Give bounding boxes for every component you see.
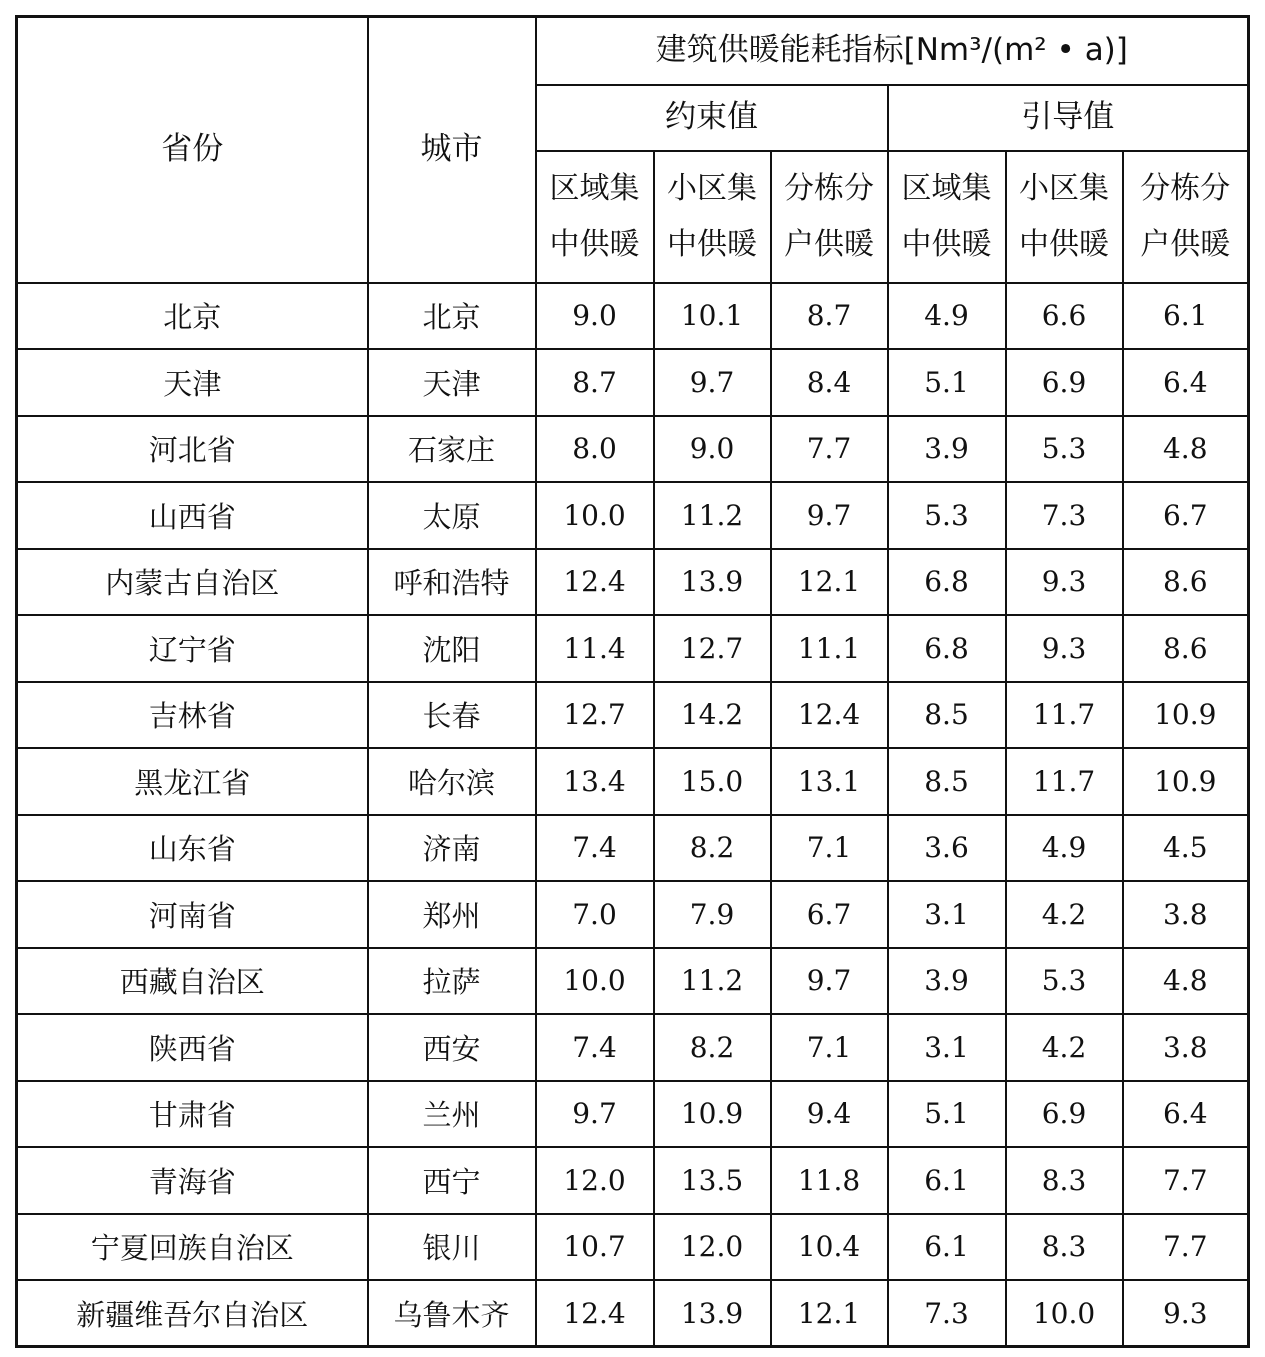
table-row: [17, 682, 1249, 749]
header-line: 分栋分: [1140, 170, 1231, 206]
value-cell: 8.0: [536, 416, 654, 483]
city-cell: 太原: [368, 482, 536, 549]
value-cell: 6.4: [1123, 1081, 1249, 1148]
value-cell: 5.3: [1006, 416, 1123, 483]
value-cell: 6.1: [888, 1214, 1006, 1281]
value-cell: 6.7: [771, 881, 888, 948]
value-cell: 6.1: [1123, 283, 1249, 350]
value-cell: 13.9: [654, 549, 771, 616]
value-cell: 8.6: [1123, 615, 1249, 682]
table-header: [17, 17, 1249, 283]
value-cell: 10.4: [771, 1214, 888, 1281]
value-cell: 7.7: [771, 416, 888, 483]
value-cell: 3.1: [888, 1014, 1006, 1081]
value-cell: 10.1: [654, 283, 771, 350]
table-row: [17, 1147, 1249, 1214]
value-cell: 8.2: [654, 1014, 771, 1081]
value-cell: 4.2: [1006, 881, 1123, 948]
header-guidance-district-central: [888, 151, 1006, 283]
value-cell: 3.9: [888, 416, 1006, 483]
province-cell: 甘肃省: [17, 1081, 368, 1148]
value-cell: 14.2: [654, 682, 771, 749]
value-cell: 5.1: [888, 1081, 1006, 1148]
value-cell: 9.4: [771, 1081, 888, 1148]
province-cell: 吉林省: [17, 682, 368, 749]
value-cell: 7.0: [536, 881, 654, 948]
value-cell: 3.8: [1123, 881, 1249, 948]
value-cell: 8.5: [888, 748, 1006, 815]
value-cell: 8.7: [771, 283, 888, 350]
table-row: [17, 482, 1249, 549]
header-constraint-household-individual: [771, 151, 888, 283]
province-cell: 山东省: [17, 815, 368, 882]
value-cell: 8.6: [1123, 549, 1249, 616]
city-cell: 呼和浩特: [368, 549, 536, 616]
value-cell: 7.3: [1006, 482, 1123, 549]
value-cell: 6.7: [1123, 482, 1249, 549]
value-cell: 8.3: [1006, 1214, 1123, 1281]
province-cell: 山西省: [17, 482, 368, 549]
value-cell: 4.8: [1123, 416, 1249, 483]
value-cell: 7.4: [536, 1014, 654, 1081]
value-cell: 12.0: [536, 1147, 654, 1214]
value-cell: 12.7: [536, 682, 654, 749]
header-line: 区域集: [549, 170, 640, 206]
table-body: [17, 283, 1249, 1347]
header-constraint-community-central: [654, 151, 771, 283]
value-cell: 4.2: [1006, 1014, 1123, 1081]
city-cell: 石家庄: [368, 416, 536, 483]
city-cell: 沈阳: [368, 615, 536, 682]
value-cell: 9.0: [654, 416, 771, 483]
header-province: 省份: [17, 17, 368, 283]
value-cell: 10.9: [1123, 682, 1249, 749]
province-cell: 西藏自治区: [17, 948, 368, 1015]
value-cell: 3.9: [888, 948, 1006, 1015]
table-row: [17, 349, 1249, 416]
city-cell: 郑州: [368, 881, 536, 948]
value-cell: 6.9: [1006, 349, 1123, 416]
header-line: 中供暖: [549, 226, 640, 262]
value-cell: 5.1: [888, 349, 1006, 416]
header-line: 户供暖: [1140, 226, 1231, 262]
value-cell: 10.0: [536, 948, 654, 1015]
value-cell: 10.0: [536, 482, 654, 549]
value-cell: 5.3: [888, 482, 1006, 549]
value-cell: 13.4: [536, 748, 654, 815]
value-cell: 8.7: [536, 349, 654, 416]
value-cell: 3.8: [1123, 1014, 1249, 1081]
value-cell: 11.2: [654, 482, 771, 549]
value-cell: 9.3: [1006, 615, 1123, 682]
table-row: [17, 881, 1249, 948]
header-constraint-district-central: [536, 151, 654, 283]
header-line: 中供暖: [901, 226, 992, 262]
value-cell: 12.4: [771, 682, 888, 749]
value-cell: 9.3: [1006, 549, 1123, 616]
value-cell: 4.5: [1123, 815, 1249, 882]
header-guidance-community-central: [1006, 151, 1123, 283]
value-cell: 12.4: [536, 549, 654, 616]
value-cell: 12.4: [536, 1280, 654, 1347]
value-cell: 11.4: [536, 615, 654, 682]
value-cell: 7.7: [1123, 1214, 1249, 1281]
header-line: 小区集: [1019, 170, 1109, 206]
city-cell: 拉萨: [368, 948, 536, 1015]
city-cell: 西安: [368, 1014, 536, 1081]
header-constraint-value: 约束值: [536, 85, 888, 151]
table-row: [17, 416, 1249, 483]
value-cell: 12.1: [771, 549, 888, 616]
value-cell: 6.8: [888, 549, 1006, 616]
header-energy-index: 建筑供暖能耗指标[Nm³/(m² • a)]: [536, 17, 1249, 85]
value-cell: 9.0: [536, 283, 654, 350]
province-cell: 内蒙古自治区: [17, 549, 368, 616]
province-cell: 宁夏回族自治区: [17, 1214, 368, 1281]
value-cell: 12.1: [771, 1280, 888, 1347]
province-cell: 辽宁省: [17, 615, 368, 682]
header-line: 分栋分: [784, 170, 874, 206]
value-cell: 9.7: [771, 948, 888, 1015]
value-cell: 4.9: [1006, 815, 1123, 882]
value-cell: 9.7: [771, 482, 888, 549]
value-cell: 7.7: [1123, 1147, 1249, 1214]
province-cell: 青海省: [17, 1147, 368, 1214]
value-cell: 6.9: [1006, 1081, 1123, 1148]
city-cell: 北京: [368, 283, 536, 350]
value-cell: 6.1: [888, 1147, 1006, 1214]
value-cell: 3.6: [888, 815, 1006, 882]
value-cell: 7.9: [654, 881, 771, 948]
value-cell: 12.7: [654, 615, 771, 682]
value-cell: 10.7: [536, 1214, 654, 1281]
header-guidance-household-individual: [1123, 151, 1249, 283]
table-row: [17, 615, 1249, 682]
value-cell: 11.1: [771, 615, 888, 682]
value-cell: 11.8: [771, 1147, 888, 1214]
city-cell: 哈尔滨: [368, 748, 536, 815]
value-cell: 13.5: [654, 1147, 771, 1214]
city-cell: 济南: [368, 815, 536, 882]
value-cell: 6.6: [1006, 283, 1123, 350]
header-city: 城市: [368, 17, 536, 283]
value-cell: 11.7: [1006, 682, 1123, 749]
header-guidance-value: 引导值: [888, 85, 1249, 151]
province-cell: 河南省: [17, 881, 368, 948]
header-line: 户供暖: [784, 226, 874, 262]
value-cell: 15.0: [654, 748, 771, 815]
city-cell: 西宁: [368, 1147, 536, 1214]
value-cell: 13.9: [654, 1280, 771, 1347]
province-cell: 陕西省: [17, 1014, 368, 1081]
province-cell: 新疆维吾尔自治区: [17, 1280, 368, 1347]
value-cell: 6.8: [888, 615, 1006, 682]
table-row: [17, 815, 1249, 882]
city-cell: 长春: [368, 682, 536, 749]
heating-energy-table: [15, 15, 1250, 1348]
table-row: [17, 1214, 1249, 1281]
header-line: 中供暖: [667, 226, 757, 262]
value-cell: 8.5: [888, 682, 1006, 749]
table-row: [17, 549, 1249, 616]
table-row: [17, 1081, 1249, 1148]
header-line: 中供暖: [1019, 226, 1109, 262]
city-cell: 银川: [368, 1214, 536, 1281]
value-cell: 7.1: [771, 815, 888, 882]
header-line: 区域集: [901, 170, 992, 206]
city-cell: 乌鲁木齐: [368, 1280, 536, 1347]
value-cell: 7.1: [771, 1014, 888, 1081]
value-cell: 10.0: [1006, 1280, 1123, 1347]
table-row: [17, 1014, 1249, 1081]
table-row: [17, 948, 1249, 1015]
value-cell: 10.9: [654, 1081, 771, 1148]
province-cell: 天津: [17, 349, 368, 416]
value-cell: 4.8: [1123, 948, 1249, 1015]
value-cell: 4.9: [888, 283, 1006, 350]
value-cell: 6.4: [1123, 349, 1249, 416]
header-line: 小区集: [667, 170, 757, 206]
city-cell: 天津: [368, 349, 536, 416]
value-cell: 13.1: [771, 748, 888, 815]
table-row: [17, 283, 1249, 350]
value-cell: 9.7: [536, 1081, 654, 1148]
value-cell: 8.4: [771, 349, 888, 416]
value-cell: 3.1: [888, 881, 1006, 948]
value-cell: 11.2: [654, 948, 771, 1015]
value-cell: 7.3: [888, 1280, 1006, 1347]
province-cell: 北京: [17, 283, 368, 350]
value-cell: 11.7: [1006, 748, 1123, 815]
value-cell: 10.9: [1123, 748, 1249, 815]
value-cell: 7.4: [536, 815, 654, 882]
value-cell: 8.3: [1006, 1147, 1123, 1214]
value-cell: 12.0: [654, 1214, 771, 1281]
value-cell: 9.7: [654, 349, 771, 416]
city-cell: 兰州: [368, 1081, 536, 1148]
value-cell: 8.2: [654, 815, 771, 882]
value-cell: 5.3: [1006, 948, 1123, 1015]
value-cell: 9.3: [1123, 1280, 1249, 1347]
table-row: [17, 1280, 1249, 1347]
province-cell: 黑龙江省: [17, 748, 368, 815]
province-cell: 河北省: [17, 416, 368, 483]
table-row: [17, 748, 1249, 815]
